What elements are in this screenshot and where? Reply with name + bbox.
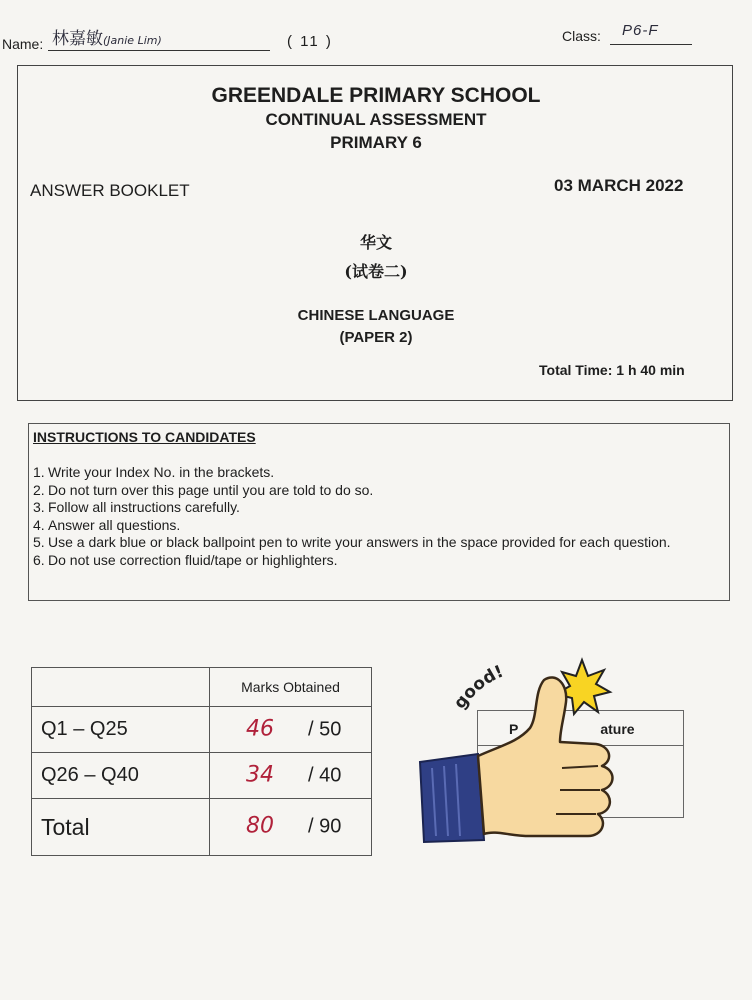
score-cell [210,799,372,856]
thumbs-up-sticker [410,650,630,850]
exam-date: 03 MARCH 2022 [554,176,684,195]
score-max: / 50 [308,718,342,740]
row-label: Q26 – Q40 [32,753,210,799]
list-item: 3. Follow all instructions carefully. [33,499,240,515]
name-chinese: 林嘉敏 [52,29,103,49]
instructions-list [33,464,713,569]
subject-english: CHINESE LANGUAGE [297,307,455,324]
name-handwriting [52,24,162,49]
booklet-label: ANSWER BOOKLET [30,181,190,200]
marks-obtained-header: Marks Obtained [210,668,372,707]
paper-chinese: (试卷二) [344,262,408,281]
table-row [32,707,372,753]
marks-table [31,667,372,856]
signature-label: P ature [509,721,635,737]
class-value: P6-F [622,22,659,39]
score-max: / 40 [308,764,342,786]
instructions-heading: INSTRUCTIONS TO CANDIDATES [33,429,256,445]
name-label: Name: [2,36,44,52]
row-label: Q1 – Q25 [32,707,210,753]
list-item: 2. Do not turn over this page until you are told to do so. [33,481,374,498]
score-value: 34 [246,761,274,787]
score-max: / 90 [308,815,342,838]
paper-english: (PAPER 2) [339,329,413,346]
score-value: 46 [246,715,274,741]
class-label: Class: [562,28,601,44]
good-text: good! [450,661,507,713]
row-label: Total [32,799,210,856]
total-time: Total Time: 1 h 40 min [539,362,685,378]
index-number: ( 11 ) [287,33,333,50]
table-row-total [32,799,372,856]
table-row [32,753,372,799]
list-item: 6. Do not use correction fluid/tape or highlighters. [33,551,338,568]
school-name: GREENDALE PRIMARY SCHOOL [211,84,541,107]
sleeve-icon [420,754,484,842]
score-cell [210,707,372,753]
name-latin: (Janie Lim) [103,34,162,47]
score-cell [210,753,372,799]
level-title: PRIMARY 6 [330,133,422,152]
list-item: 1. Write your Index No. in the brackets. [33,464,275,480]
subject-chinese: 华文 [359,233,392,252]
list-item: 5. Use a dark blue or black ballpoint pen to write your answers in the space provided for each question. [33,534,671,550]
list-item: 4. Answer all questions. [33,516,181,533]
assessment-title: CONTINUAL ASSESSMENT [265,110,487,129]
score-value: 80 [246,813,274,839]
table-header-row [32,668,372,707]
